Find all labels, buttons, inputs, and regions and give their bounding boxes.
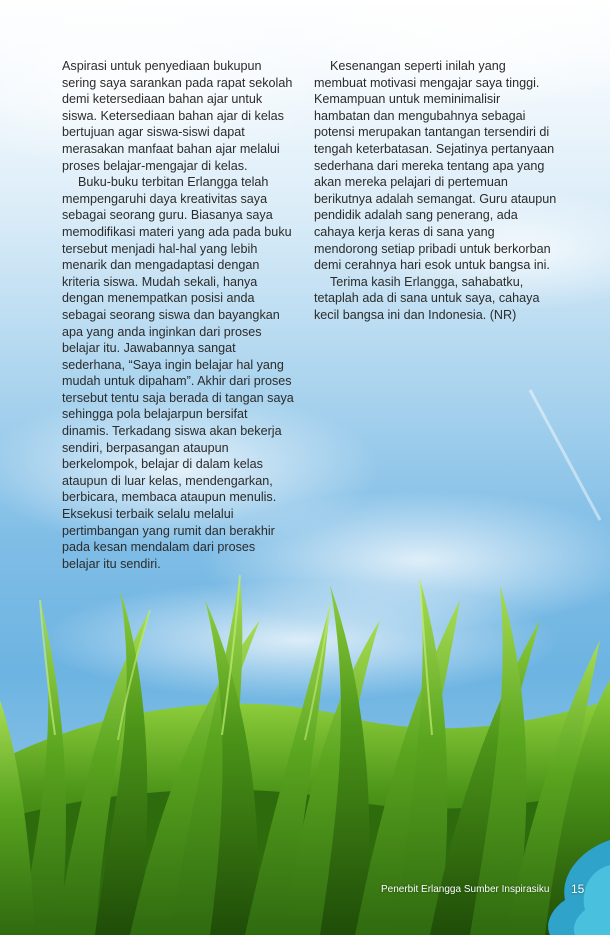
body-paragraph: Kesenangan seperti inilah yang membuat motivasi mengajar saya tinggi. Kemampuan untuk meminimalisir hambatan dan mengubahnya sebagai potensi merupakan tantangan tersendiri di tengah keterbatasan. Sejatinya pertanyaan sederhana dari mereka tentang apa yang akan mereka pelajari di pertemuan berikutnya adalah semangat. Guru ataupun pendidik adalah sang penerang, ada cahaya kerja keras di sana yang mendorong setiap pribadi untuk berkorban demi cerahnya hari esok untuk bangsa ini.	[314, 59, 557, 273]
body-paragraph: Aspirasi untuk penyediaan bukupun sering saya sarankan pada rapat sekolah demi ketersediaan bahan ajar untuk siswa. Ketersediaan bahan ajar di kelas bertujuan agar siswa-siswi dapat merasakan manfaat bahan ajar melalui proses belajar-mengajar di kelas.	[62, 59, 293, 173]
body-paragraph: Buku-buku terbitan Erlangga telah mempengaruhi daya kreativitas saya sebagai seorang guru. Biasanya saya memodifikasi materi yang ada pada buku tersebut menjadi hal-hal yang lebih menarik dan mengadaptasi dengan kriteria siswa. Mudah sekali, hanya dengan menempatkan posisi anda sebagai seorang siswa dan bayangkan apa yang anda inginkan dari proses belajar itu. Jawabannya sangat sederhana, “Saya ingin belajar hal yang mudah untuk dipaham”. Akhir dari proses tersebut tentu saja berada di tangan saya sehingga pola belajarpun bersifat dinamis. Terkadang siswa akan bekerja sendiri, berpasangan ataupun berkelompok, belajar di dalam kelas ataupun di luar kelas, mendengarkan, berbicara, membaca ataupun menulis. Eksekusi terbaik selalu melalui pertimbangan yang rumit dan berakhir pada kesan mendalam dari proses belajar itu sendiri.	[62, 175, 294, 571]
body-paragraph: Terima kasih Erlangga, sahabatku, tetaplah ada di sana untuk saya, cahaya kecil bangsa ini dan Indonesia. (NR)	[314, 274, 540, 322]
page-number: 15	[571, 882, 585, 896]
left-text-column	[62, 58, 294, 572]
footer-publication-title: Penerbit Erlangga Sumber Inspirasiku	[381, 884, 550, 895]
right-text-column	[314, 58, 559, 324]
